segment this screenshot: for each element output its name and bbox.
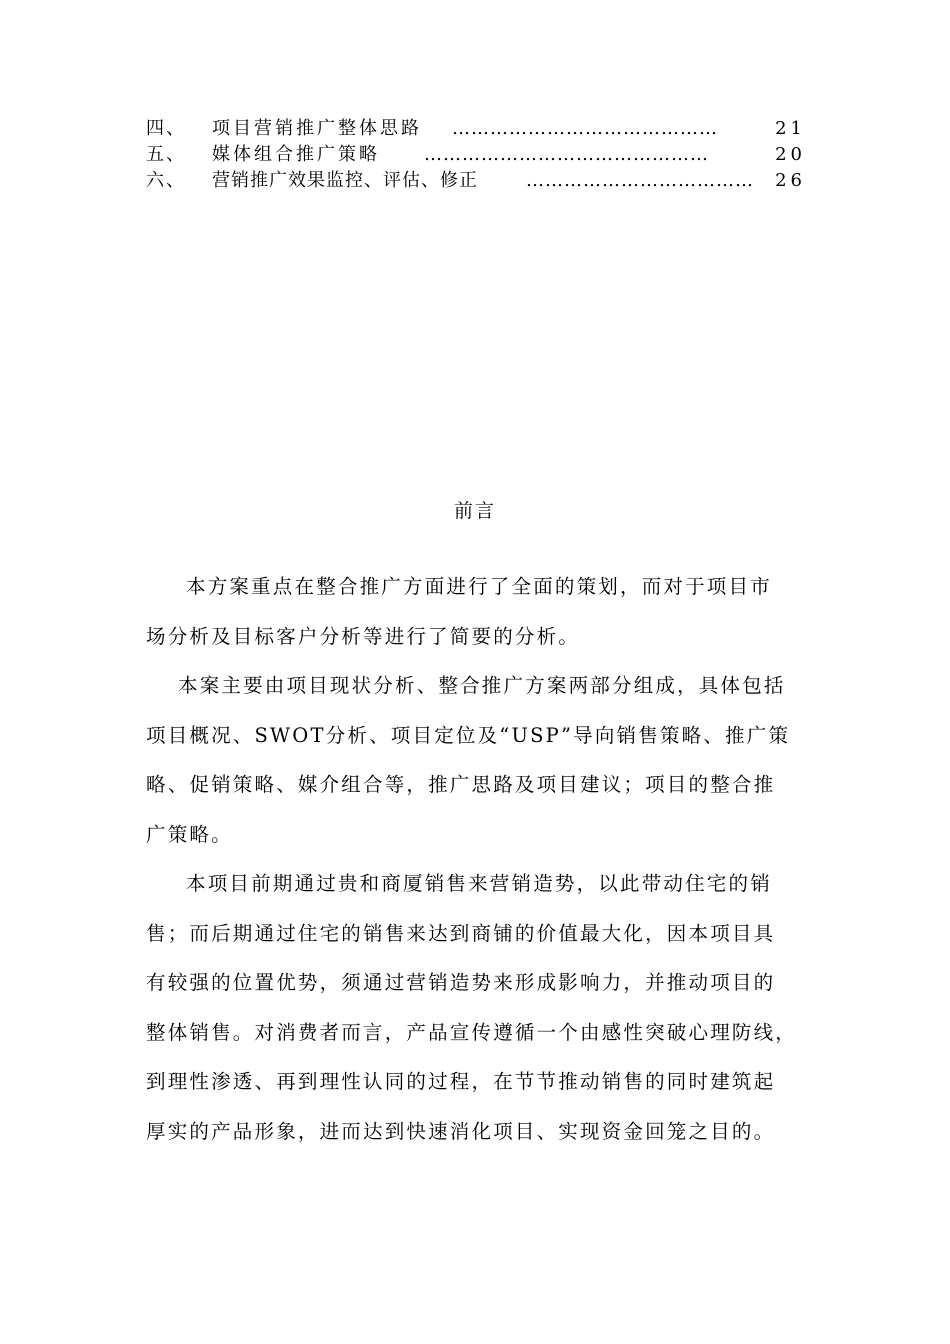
- text-line: 售；而后期通过住宅的销售来达到商铺的价值最大化，因本项目具: [146, 921, 776, 945]
- text-line: 本方案重点在整合推广方面进行了全面的策划，而对于项目市: [186, 575, 772, 598]
- toc-number: 五、: [146, 144, 186, 165]
- toc-row[interactable]: [146, 116, 806, 142]
- toc-page-number: 21: [775, 118, 806, 139]
- text-line: 略、促销策略、媒介组合等，推广思路及项目建议；项目的整合推: [146, 773, 776, 796]
- toc-title: 媒体组合推广策略: [212, 144, 380, 165]
- text-line: 项目概况、SWOT分析、项目定位及“USP”导向销售策略、推广策: [146, 723, 791, 747]
- paragraph: [146, 562, 810, 661]
- toc-row[interactable]: [146, 142, 806, 168]
- toc-number: 六、: [146, 170, 186, 191]
- text-line: 广策略。: [146, 822, 233, 846]
- toc-page-number: 26: [775, 170, 806, 191]
- section-heading: 前言: [453, 500, 496, 522]
- text-line: 到理性渗透、再到理性认同的过程，在节节推动销售的同时建筑起: [146, 1070, 776, 1093]
- text-line: 场分析及目标客户分析等进行了简要的分析。: [146, 624, 581, 648]
- text-line: 有较强的位置优势，须通过营销造势来形成影响力，并推动项目的: [146, 971, 776, 994]
- toc-page-number: 20: [775, 144, 806, 165]
- toc-leader-dots: ………………………………………: [424, 144, 709, 165]
- text-line: 整体销售。对消费者而言，产品宣传遵循一个由感性突破心理防线，: [146, 1020, 798, 1044]
- body-text: [146, 562, 810, 1156]
- toc-leader-dots: ………………………………: [526, 170, 754, 191]
- toc-title: 营销推广效果监控、评估、修正: [212, 170, 478, 191]
- text-line: 本项目前期通过贵和商厦销售来营销造势，以此带动住宅的销: [186, 872, 772, 895]
- paragraph: [146, 661, 810, 859]
- toc-leader-dots: ……………………………………: [452, 118, 718, 139]
- toc-number: 四、: [146, 118, 186, 139]
- text-line: 本案主要由项目现状分析、整合推广方案两部分组成，具体包括: [178, 674, 786, 697]
- paragraph: [146, 859, 810, 1156]
- toc-row[interactable]: [146, 168, 806, 194]
- toc-title: 项目营销推广整体思路: [212, 118, 422, 139]
- table-of-contents: [146, 116, 806, 194]
- text-line: 厚实的产品形象，进而达到快速消化项目、实现资金回笼之目的。: [146, 1119, 776, 1143]
